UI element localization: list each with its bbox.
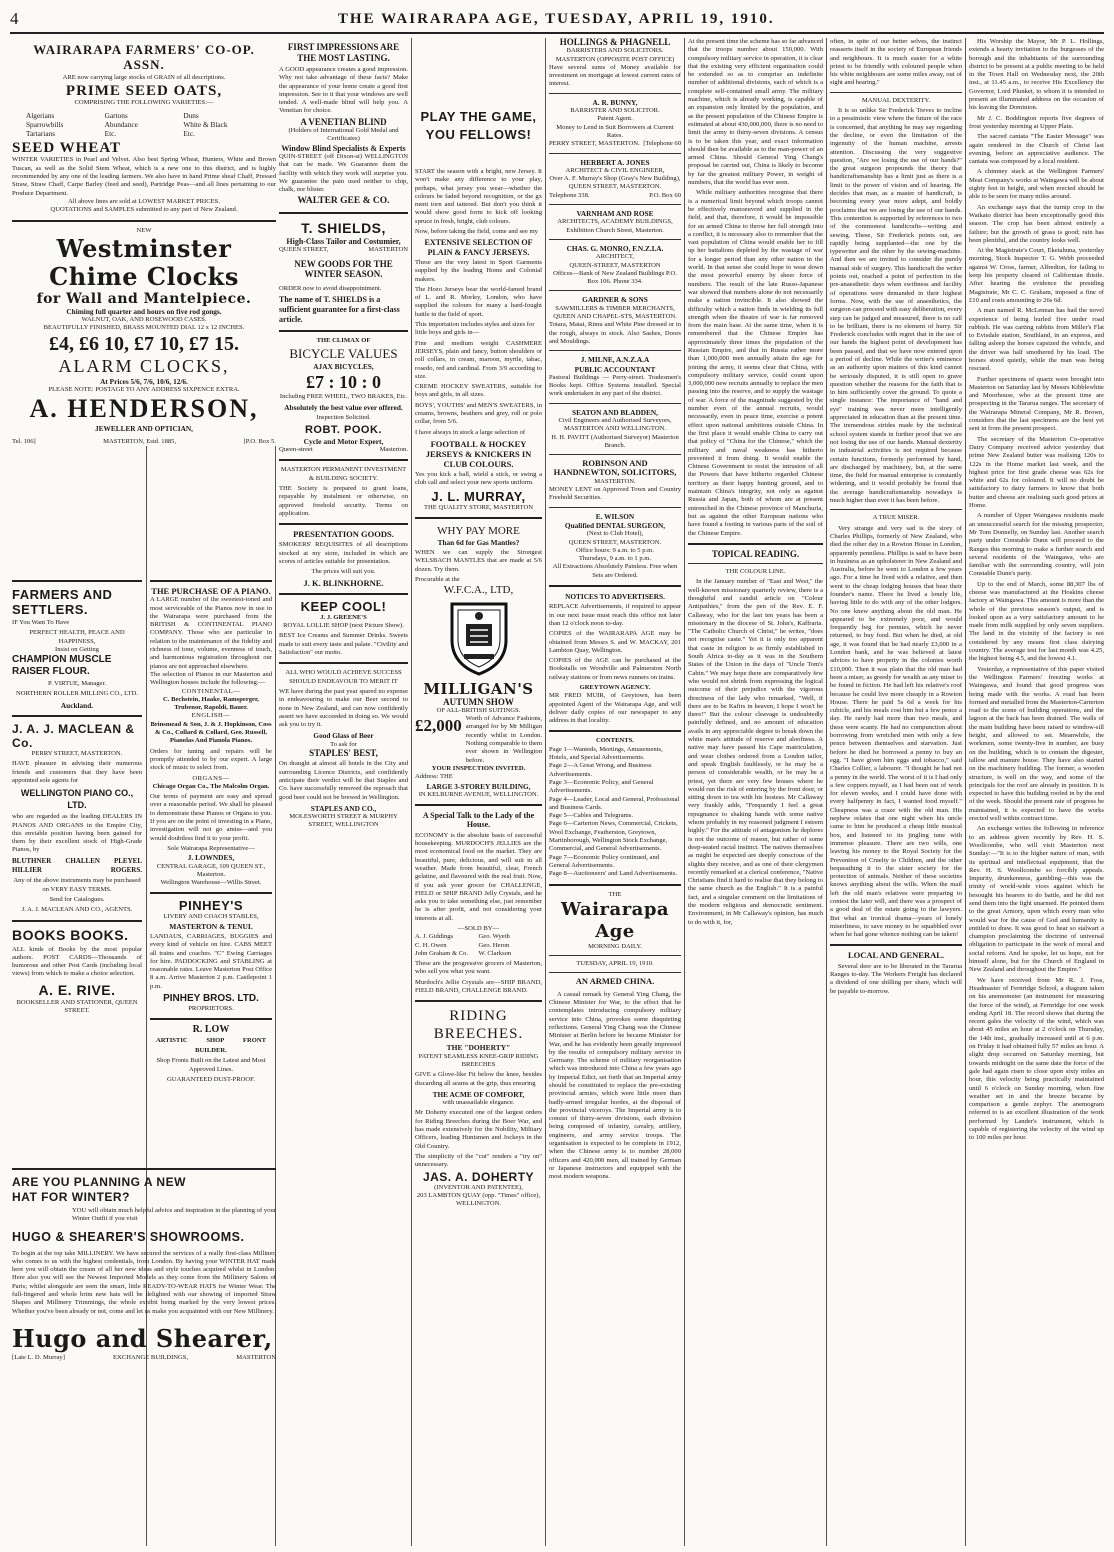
window-specialists: Window Blind Specialists & Experts <box>281 143 406 153</box>
column-7 <box>830 38 962 1546</box>
virtue: P. VIRTUE, Manager. <box>48 680 106 688</box>
variety: Etc. <box>104 129 117 139</box>
shields-addr: QUEEN STREET, <box>279 246 329 254</box>
clocks-title: Westminster Chime Clocks <box>49 233 239 291</box>
contents-item: Page 4—Leader, Local and General, Professional and Business Cards. <box>549 795 680 811</box>
contents-item: Page 8—Auctioneers' and Land Advertisements. <box>549 870 678 878</box>
copies2: COPIES of the AGE can be purchased at the Bookstalls on Woodville and Palmerston North railway stations or from news runners on trains. <box>549 657 681 681</box>
guaranteed: GUARANTEED DUST-PROOF. <box>167 1075 255 1083</box>
manual-text: It is so unlike Sir Frederick Treves to incline to a pessimistic view where the future of the race is concerned, that anything he may say regarding the decline, or even the limitation of the ingenuity of the human machine, arrests attention. Discussing the very suggestive question, "Are we losing the use of our hands?" the great surgeon propounds the theory that handicraftsmanship has a limit just as there is a limit to the power of vision and of hearing. He decides that man, as a master of handicraft, is becoming every year more adept, and boldly proclaims that we are losing the use of our hands. This contention is supported by references to two of the commonest handicrafts—writing and sewing. These, Sir Frederick points out, are rapidly being supplanted—the one by the typewriter and the other by the sewing-machine. And then we are invited to consider the purely manual side of surgery. This handicraft the writer points out, reached a point of perfection in the pre-anaesthetic days when swiftness and facility of operations were demanded in their highest forms. Now, with the use of anaesthetics, the surgeon can proceed with easy deliberation, every step can be judged and measured, there is no call to be brilliant, there is no element of hurry. Sir Frederick concludes with regret that in the use of our hands the highest point of development has been passed, and that we have now entered upon a period of decline. While the writer's eminence as an authority upon matters of this kind cannot be seriously disputed, it is still open to grave question whether the reasons for the faith that is in him sufficiently cover the ground. To quote a single instance: The importance of "hand and eye" training was never more intelligently appreciated in education than at the present time. The tremendous strides made by the technical school system stands in further proof that we are not losing the use of our hands. Manual dexterity in industrial activities is not required because certain functions, formerly performed by hand, are discharged by machinery, but, at the same time, the field for manual enterprise is constantly widening, and it would probably be found that the average handicraftsmanship nowadays is much higher than ever it has been before. <box>830 107 962 505</box>
the-label: THE <box>608 890 622 898</box>
monro-text: Offices—Bank of New Zealand Buildings P.O. Box 106. Phone 334. <box>553 269 677 286</box>
contents-item: Page 7—Economic Policy continued, and General Advertisements. <box>549 853 660 869</box>
jones-sub: ARCHITECT & CIVIL ENGINEER, <box>565 166 665 174</box>
armed-china-text: A casual remark by General Ying Chang, the Chinese Minister for War, to the effect that he contemplates introducing compulsory military service into China, provokes some disquieting reflections. General Ying Chang was the Chinese Minister at Berlin before he became Minister for War, and he has evidently been greatly impressed by the results of compulsory military service in Germany. The scheme of military reorganisation which was introduced into China a few years ago by Imperial Edict, set forth that an Imperial army should be constituted to replace the pre-existing provincial armies, which were little more than badly-armed irregular hordes, at the disposal of the provincial viceroys. The Imperial army is to consist of thirty-seven divisions, each division being composed of infantry, cavalry, artillery, engineers, and army service troops. The organisation is expected to be complete in 1912, when the Chinese army is to number 28,000 officers and 420,000 men, all trained by German or Japanese instructors and equipped with the most modern weapons. <box>549 990 681 1181</box>
settlers-text3: Insist on Getting <box>55 645 99 653</box>
jas-sub: (INVENTOR AND PATENTEE), <box>434 1183 523 1191</box>
robinson-addr: MASTERTON. <box>594 477 636 485</box>
variety: Gartons <box>104 110 128 120</box>
pinhey-text: LANDAUS, CARRIAGES, BUGGIES and every kind of vehicle on hire. CABS MEET all trains and coaches. "C" Ewing Carriages for hire. PADDOCKING and STABLING at reasonable rates. Leave Masterton Post Office 8 a.m. Arrive Masterton 2 p.m. Castlepoint 1 p.m. <box>150 932 272 990</box>
books-title: BOOKS BOOKS. <box>12 926 129 943</box>
copies1: COPIES of the WAIRARAPA AGE may be obtained from Messrs S. and W. MACKAY, 201 Lambton Quay, Wellington. <box>549 630 681 654</box>
clocks-prices: £4, £6 10, £7 10, £7 15. <box>49 332 239 355</box>
hollings-addr: MASTERTON (OPPOSITE POST OFFICE) <box>555 55 675 63</box>
settlers-title: FARMERS AND SETTLERS. <box>12 587 113 617</box>
colour-line-title: THE COLOUR LINE. <box>725 568 786 576</box>
local-item: At the Magistrate's Court, Eketahuna, yesterday morning, Stock Inspector T. G. Webb proceeded against W. Cross, farmer, Alfredton, for failing to keep his property cleared of Californian thistle. After hearing the evidence the presiding Magistrate, Mr C. C. Graham, imposed a fine of £10 and costs amounting to 26s 6d. <box>969 247 1104 304</box>
low-text: Shop Fronts Built on the Latest and Most Approved Lines. <box>156 1057 266 1073</box>
alarm-title: ALARM CLOCKS, <box>58 355 230 376</box>
jones-tel: Telephone 338. <box>549 191 590 199</box>
seaton: SEATON AND BLADDEN, <box>572 407 658 417</box>
organs: ORGANS— <box>192 774 230 782</box>
venetian: A VENETIAN BLIND <box>300 116 387 127</box>
murray-sub: THE QUALITY STORE, MASTERTON <box>423 503 533 511</box>
dental: Qualified DENTAL SURGEON, <box>564 520 666 530</box>
hours2: Thursdays, 9 a.m. to 1 p.m. <box>578 555 652 563</box>
topical-title: TOPICAL READING. <box>711 548 800 559</box>
contents-item: Page 6—Carterton News, Commercial, Crickets, Wool Exchange, Featherston, Greytown, Martinborough, Wellington Stock Exchange, Commercial, and General Advertisements. <box>549 820 678 853</box>
bunny: A. R. BUNNY, <box>592 97 638 107</box>
low-word: BUILDER. <box>195 1046 227 1054</box>
champion-flour: CHAMPION MUSCLE RAISER FLOUR. <box>12 654 112 678</box>
large-addr: IN KELBURNE AVENUE, WELLINGTON. <box>418 790 539 798</box>
column-rule <box>684 38 685 1546</box>
wairarapa-age-masthead: Wairarapa Age <box>560 898 670 942</box>
hugo-sign: Hugo and Shearer, <box>12 1323 273 1353</box>
wellington-piano: WELLINGTON PIANO CO., LTD. <box>20 788 134 811</box>
play-text2: Now, before taking the field, come and see my <box>415 228 538 236</box>
variety: Abundance <box>104 119 138 129</box>
column-6 <box>688 38 823 1546</box>
gas-text: WHEN we can supply the Strongest WELSBACH MANTLES that are made at 5/6 dozen. Try them. <box>415 549 542 573</box>
piano-maker: PLEYEL <box>113 856 142 865</box>
presentation-title: PRESENTATION GOODS. <box>293 529 394 540</box>
china-text2: While military authorities recognise that there is a numerical limit beyond which troops cannot be effectively manoeuvred and supplied in the field, and that, therefore, it would be impossible for an armed China to throw her full strength into a conflict, it is necessary also to remember that the vast population of China would enable her to fill up her battalions depleted by the wastage of war for a longer period than any other nation in the world. In that sense she could hope to wear down the most powerful enemy by sheer force of numbers. The result of the late Russo-Japanese war showed that numbers alone do not necessarily make a nation invincible. It also showed the difficulty which a nation finds in wielding its full strength when the theatre of war is far removed from the main base. At the same time, when it is remembered that the Chinese Empire has approximately three times the population of the Russian Empire, and that in Russia rather more than 1,000,000 men annually attain the age for joining the army, it seems clear that China, with compulsory military service, could count upon 3,000,000 new recruits annually to replace the men passing into the reserve, and to supply the wastage of war. A force of the magnitude suggested by the number even of the annual recruits, would necessarily, even in peace time, exercise a potent effect upon national ambitions outside China. In the first place it would enable China to carry out that policy of "China for the Chinese," which the military and naval weakness has hitherto prevented it from doing. It would enable the Chinese Government to resist the intrusion of all the Powers that have hitherto regarded Chinese territory as their happy hunting ground, and to maintain China's integrity, not only as against Russia and Japan, both of whom are at present entrenched in the Chinese province of Manchuria, but as against the other European nations who have found a footing in various parts of the soil of the Chinese Empire. <box>688 189 823 537</box>
milligan-price: £2,000 <box>415 716 462 736</box>
achieve: ALL WHO WOULD ACHIEVE SUCCESS SHOULD ENDEAVOUR TO MERIT IT <box>285 669 402 685</box>
piano-title: THE PURCHASE OF A PIANO. <box>151 586 271 596</box>
continental: CONTINENTAL— <box>181 687 241 695</box>
seller: John Graham & Co. <box>415 949 469 957</box>
doherty: THE "DOHERTY" <box>446 1043 511 1053</box>
shields-sub: High-Class Tailor and Costumier, <box>286 236 401 246</box>
column-rule <box>411 38 412 1546</box>
henderson-name: A. HENDERSON, <box>29 394 259 424</box>
hat-title: ARE YOU PLANNING A NEW HAT FOR WINTER? <box>12 1175 186 1204</box>
contents-item: Page 3—Economic Policy, and General Advertisements. <box>549 778 654 795</box>
henderson-box: [P.O. Box 5. <box>243 437 276 445</box>
fred-muir: MR FRED MUIR, of Greytown, has been appointed Agent of the Wairarapa Age, and will deliver daily copies of our newspaper to any address in that locality. <box>549 692 681 725</box>
this-incl: This importation includes styles and sizes for little boys and girls in— <box>415 321 535 337</box>
variety: Sparrowbills <box>26 119 64 129</box>
piano-maker: ROGERS. <box>110 866 142 875</box>
page-number: 4 <box>10 9 19 28</box>
pook-addr: Queen-street <box>279 446 313 454</box>
wheat-text: WINTER VARIETIES in Pearl and Velvet. Also best Spring Wheat, Hunters, White and Brown Tuscan, as well as the Solid Stem Wheat, which is a new one to this district, and is highly recommended by any one of the leading farmers. We also have in hand Prime sheaf Chaff, Pressed Straw, Straw Chaff, Carpe Barley (feed and seed), Partridge Peas—and all lines pertaining to our Produce Department. <box>12 156 276 197</box>
economy-text: ECONOMY is the absolute basis of successful housekeeping. MURDOCH'S JELLIES are the most economical food on the market. They are beautiful, pure, delicious, and will suit in all weather. Made from beautiful, clear, French gelatine, and flavoured with the real fruit. Now, if you ask your grocer for CHALLENGE, FIELD or SHIP BRAND Jelly Crystals, and he asks you to take something else, just remember he is after profit, and not considering your interests at all. <box>415 831 542 922</box>
impressions-title: FIRST IMPRESSIONS ARE THE MOST LASTING. <box>287 42 400 63</box>
manual-title: MANUAL DEXTERITY. <box>861 96 931 104</box>
piano-text: A LARGE number of the sweetest-toned and most serviceable of the Pianos now in use in the Wairarapa were purchased from the BRITISH & CONTINENTAL PIANO COMPANY. Those who are particular in relation to the maintenance of the fidelity and richness of tone, volume, evenness of touch, and harmonious registration throughout our pianos are not approached elsewhere. <box>150 596 272 670</box>
autumn: AUTUMN SHOW <box>443 696 514 707</box>
auckland: Auckland. <box>60 700 94 710</box>
seaton-addr: MASTERTON AND WELLINGTON. <box>564 425 666 433</box>
fine-med: Fine and medium weight CASHMERE JERSEYS, plain and fancy, button shoulders or roll collars, in cream, maroon, myrtle, tabac, rosedo, red and cardinal. From 3/9 according to size. <box>415 339 542 380</box>
seller: A. J. Giddings <box>415 933 454 941</box>
extensive-text: These are the very latest in Sport Garments supplied by the leading Home and Colonial makers. <box>415 258 542 283</box>
henderson-sub: JEWELLER AND OPTICIAN, <box>95 424 193 434</box>
proprietors: PROPRIETORS. <box>188 1005 234 1013</box>
extensive: EXTENSIVE SELECTION OF PLAIN & FANCY JERSEYS. <box>424 238 533 257</box>
hollings-text: Have several sums of Money available for investment on mortgage at lowest current rates of interest. <box>549 63 681 88</box>
alarm-prices: At Prices 5/6, 7/6, 10/6, 12/6. <box>100 376 188 386</box>
smokers-text: SMOKERS' REQUISITES of all descriptions stocked at my store, included in which are scores of articles suitable for presentation. <box>279 541 408 565</box>
three-text: These are the progressive grocers of Masterton, who sell you what you want. <box>415 960 542 976</box>
hat-text: YOU will obtain much helpful advice and inspiration in the planning of your Winter Outfit if you visit <box>72 1207 276 1223</box>
low-word: SHOP <box>206 1036 225 1044</box>
local-item: Up to the end of March, some 88,307 lbs of cheese was manufactured at the Hoskins cheese factory at Waingawa. This amount is more than the whole of the previous season's output, and is looked upon as a very satisfactory amount to be made from milk supplied by only seven suppliers. The land in the vicinity of the factory is not considered by any means first class dairying country. The average test for last month was 4.25, the highest being 4.5, and the lowest 4.1. <box>969 580 1104 663</box>
ask-for: To ask for <box>330 740 357 748</box>
hugo-late: [Late L. D. Murray] <box>12 1353 65 1361</box>
walter-gee: WALTER GEE & CO. <box>297 196 390 207</box>
pinhey-sub: LIVERY AND COACH STABLES, <box>163 913 259 921</box>
contents-item: Page 5—Cables and Telegrams. <box>549 812 634 820</box>
permanent-text: THE Society is prepared to grant loans, repayable by instalment or otherwise, on approved freehold security. Terms on application. <box>279 484 408 517</box>
pook-sub: Cycle and Motor Expert, <box>303 436 384 446</box>
local-title: LOCAL AND GENERAL. <box>847 950 945 961</box>
extractions: All Extractions Absolutely Painless. Free when Sets are Ordered. <box>552 563 678 579</box>
inspection: Inspection Solicited. <box>316 414 371 422</box>
seller: Geo. Heron <box>478 941 510 949</box>
local-item: Yesterday, a representative of this paper visited the Wellington Farmers' freezing works at Waingawa, and found that good progress was being made with the works. A road has been formed and metalled from the Masterton-Carterton road to the scene of building operations, and the lagoon at the back has been drained. The walls of the main building have been raised to window-sill height, and allowed to set. Meanwhile, the workmen, some twenty-five in number, are busy on the building, which is to contain the digester, tallow and manure house. They have also started on the machinery building. The former, a wooden structure, is well on the way, and some of the principals for the roof are already in position. It is expected to have this building roofed in by the end of the week. Should the present rate of progress be maintained, it is expected to have the works erected well within contract time. <box>969 665 1104 823</box>
local-item: A chimney stack at the Wellington Farmers' Meat Company's works at Waingawa will be about eighty feet in height, and when erected should be able to be seen for many miles around. <box>969 168 1104 201</box>
contents-item: Page 2—A Great Wrong, and Business Advertisements. <box>549 762 652 778</box>
good-glass: Good Glass of Beer <box>313 731 374 741</box>
farmers-coop-ad <box>12 38 276 608</box>
maclean-text2: who are regarded as the leading DEALERS IN PIANOS AND ORGANS in the Empire City, this enviable position having been gained for them by their excellent stock of High-Grade Pianos, by <box>12 813 142 854</box>
organ-makers: Chicago Organ Co., The Malcolm Organ. <box>152 782 270 790</box>
china-text1: At the present time the scheme has so far advanced that the troops number about 150,000. With compulsory military service in operation, it is clear that the existing very efficient organisation could be extended so as to comprise an indefinite number of additional divisions, each of which is a complete self-contained small army. The military machine, which is already working, is capable of an expansion only limited by the population, and as the present population of the Chinese Empire is estimated at about 430,000,000, there is no need to limit the army to thirty-seven divisions. A census is to be taken this year, and exact information should then be available as to the man-power of an armed China. Should General Ying Chang's proposal be carried out, China is likely to become by far the greatest military Power, in weight of numbers, that the world has ever seen. <box>688 38 823 187</box>
farmers-quotes: QUOTATIONS and SAMPLES submitted to any part of New Zealand. <box>50 206 238 214</box>
clocks-cases: WALNUT, OAK, AND ROSEWOOD CASES. <box>81 316 207 324</box>
local-item: We have received from Mr R. J. Foss, Headmaster of Fernridge School, a diagram taken on his anemometer (an instrument for measuring the force of the wind), at Fernridge for one week ending April 18. The record shows that during the recent gales the velocity of the wind, which was about 45 miles an hour at 2 o'clock on Thursday, the 14th inst., gradually increased until at 6 p.m. on Friday it had obtained fully 57 miles an hour. A slight drop occurred on Saturday morning, but towards midnight on the same date the force of the gale had again risen to close upon sixty miles an hour, this velocity being practically maintained until 6 o'clock on Sunday morning, when fine weather set in and the breeze became by comparison a gentle zephyr. The anemogram referred to is an excellent illustration of the work performed by Lander's instrument, which is capable of registering the velocity of the wind up to 100 miles per hour. <box>969 976 1104 1142</box>
monro-addr: QUEEN-STREET, MASTERTON <box>569 261 661 269</box>
window-text: QUIN-STREET (off Dixon-st) WELLINGTON that can be made. We Guarantee them the facility with which they work will surprise you. We guarantee the pain used neither to chip, chalk, nor blister. <box>279 152 408 194</box>
perry: PERRY STREET, MASTERTON. <box>549 140 640 148</box>
local-item: The sacred cantata "The Easter Message" was again rendered in the Church of Christ last evening, before an appreciative audience. The cantata was composed by a local resident. <box>969 133 1104 166</box>
column-rule <box>826 38 827 1546</box>
comprising-line: COMPRISING THE FOLLOWING VARIETIES:— <box>74 99 214 107</box>
best-value: Absolutely the best value ever offered. <box>284 403 403 413</box>
clocks-sub: for Wall and Mantelpiece. <box>36 290 252 307</box>
variety: Duns <box>183 110 199 120</box>
patent: PATENT SEAMLESS KNEE-GRIP RIDING BREECHES <box>418 1052 539 1068</box>
gardner-sub: SAWMILLERS & TIMBER MERCHANTS, <box>555 304 675 312</box>
hugo-shearer-ad <box>12 1168 276 1546</box>
greene: J. J. GREENE'S <box>320 613 367 621</box>
milligan: MILLIGAN'S <box>423 679 534 698</box>
murray: J. L. MURRAY, <box>431 488 526 504</box>
shields-town: MASTERTON <box>368 246 408 254</box>
jas-addr: 203 LAMBTON QUAY (opp. "Times" office), WELLINGTON. <box>416 1191 541 1208</box>
acme: THE ACME OF COMFORT, <box>432 1089 525 1099</box>
column-8 <box>969 38 1104 1546</box>
murdoch-text: Murdoch's Jellie Crystals are—SHIP BRAND, FIELD BRAND, CHALLENGE BRAND. <box>415 978 542 995</box>
staples-addr: MOLESWORTH STREET & MURPHY STREET, WELLINGTON <box>289 813 398 829</box>
jones-addr: Over A. F. Murray's Shop (Gray's New Building), QUEEN STREET, MASTERTON. <box>549 175 681 191</box>
settlers-text2: PERFECT HEALTH, PEACE AND HAPPINESS, <box>29 629 125 645</box>
column-5 <box>549 38 681 1546</box>
northern-mill: NORTHERN ROLLER MILLING CO., LTD. <box>16 690 138 698</box>
books-text: ALL kinds of Books by the most popular authors. POST CARDS—Thousands of humorous and other Post Cards (including local views) from which to make a choice selection. <box>12 945 142 978</box>
piano-orders: Orders for tuning and repairs will be promptly attended to by our expert. A large stock of music to select from. <box>150 747 272 772</box>
milligan-text: Worth of Advance Fashions, arranged for by Mr Milligan recently whilst in London. Nothing comparable to them ever shown in Wellington before. <box>465 715 542 764</box>
gardner-text: Totara, Matai, Rimu and White Pine dressed or in the rough, always in stock. Also Sashes, Doors and Mouldings. <box>549 321 681 345</box>
low-name: R. LOW <box>192 1024 230 1036</box>
maclean-text3: Any of the above instruments may be purchased on VERY EASY TERMS. <box>13 877 141 893</box>
ajax-price: £7 : 10 : 0 <box>306 371 381 392</box>
ajax-incl: Including FREE WHEEL, TWO BRAKES, Etc. <box>279 392 408 400</box>
clocks-finish: BEAUTIFULLY FINISHED, BRASS MOUNTED DIAL 12 x 12 INCHES. <box>43 324 245 332</box>
contents: CONTENTS. <box>596 737 634 745</box>
permanent-title: MASTERTON PERMANENT INVESTMENT & BUILDING SOCIETY. <box>280 466 407 482</box>
pinhey-title: PINHEY'S <box>178 898 244 914</box>
dental-sub: (Next to Club Hotel), <box>586 530 644 538</box>
maclean-text: HAVE pleasure in advising their numerous friends and customers that they have been appointed sole agents for <box>12 760 142 784</box>
new-label: NEW <box>136 226 152 234</box>
staples-co: STAPLES AND CO., <box>310 803 377 813</box>
rive-name: A. E. RIVE. <box>38 981 116 998</box>
settlers-text1: IF You Want To Have <box>12 619 70 626</box>
notices: NOTICES TO ADVERTISERS. <box>565 592 665 602</box>
column-rule <box>965 38 966 1546</box>
seller: W. Clarkson <box>478 949 512 957</box>
play-text: START the season with a bright, new Jersey. It won't make any difference to your play, perhaps, what jersey you wear—whether the colours be faded beyond recognition, or the gx ment torn and tattered. But don't you think it would show good form to kick off looking spruce in fresh, bright, club colours. <box>415 168 542 225</box>
piano-maker: CHALLEN <box>65 856 100 865</box>
variety: Tartarians <box>26 129 56 139</box>
address-label: Address: THE <box>415 773 453 781</box>
variety: Etc. <box>183 129 195 139</box>
morning-daily: MORNING DAILY. <box>588 942 642 950</box>
henderson-tel: Tel. 106] <box>12 437 36 445</box>
english-makers: Brinsmead & Son, J. & J. Hopkinson, Coss & Co., Collard & Collard, Geo. Russell, Pianolas And Pianola Pianos. <box>150 720 272 745</box>
hozo-text: The Hozo Jerseys bear the world-famed brand of L. and R. Morley, London, who have supplied the colours for many a hard-fought battle in the field of sport. <box>415 285 542 318</box>
inspection-invited: YOUR INSPECTION INVITED. <box>431 764 526 772</box>
replace-notice: REPLACE Advertisements, if required to appear in our next issue must reach this office not later than 12 o'clock noon to-day. <box>549 603 681 627</box>
piano-text2: The selection of Pianos in our Masterton and Wellington houses include the following:— <box>150 670 272 687</box>
local-item: His Worship the Mayor, Mr P. L. Hollings, extends a hearty invitation to the burgesses of the borough and the inhabitants of the surrounding district to be present at a public meeting to be held in the Town Hall on Wednesday next, the 20th inst., at 11.45 a.m., to receive His Excellency the Governor, Lord Plunket, to whom it is intended to present an illuminated address on the occasion of his leaving the Dominion. <box>969 38 1104 112</box>
hugo-addr: EXCHANGE BUILDINGS, <box>113 1353 189 1361</box>
column-3 <box>279 38 408 1546</box>
oat-varieties <box>26 111 262 139</box>
low-word: ARTISTIC <box>156 1036 188 1044</box>
hugo-title: HUGO & SHEARER'S SHOWROOMS. <box>12 1229 245 1244</box>
clocks-chime: Chiming full quarter and hours on five rod gongs. <box>66 306 222 316</box>
prices-suit: The prices will suit you. <box>311 568 376 576</box>
staples-best: STAPLES' BEST, <box>309 748 378 759</box>
piano-maker: BLUTHNER <box>12 856 52 865</box>
shields-name: T. SHIELDS, <box>301 219 386 236</box>
local-item: Further specimens of quartz were brought into Masterton on Saturday last by Messrs Kibblewhite and Moorhouse, who at the present time are prospecting in the Tararua ranges. The secretary of the Wairarapa Mineral Company, Mr R. Brown, considers that the last specimens are the best yet sent in from the present prospect. <box>969 375 1104 433</box>
piano-maker: HILLIER <box>12 866 42 875</box>
milne-text: Pastoral Buildings — Perry-street. Tradesmen's Books kept. Office Systems installed. Special work undertaken in any part of the district. <box>549 373 681 398</box>
miser-title: A TRUE MISER. <box>872 514 920 522</box>
why-pay: WHY PAY MORE <box>437 524 520 537</box>
pavitt: H. H. PAVITT (Authorised Surveyor) Masterton Branch. <box>551 433 679 449</box>
pinhey-bros: PINHEY BROS. LTD. <box>163 993 259 1005</box>
hours1: Office hours: 9 a.m. to 5 p.m. <box>576 546 654 554</box>
milne: J. MILNE, A.N.Z.A.A <box>580 355 650 365</box>
english: ENGLISH— <box>191 712 231 720</box>
hollings-sub: BARRISTERS AND SOLICITORS. <box>566 47 664 55</box>
local-text: Several deer are to be liberated in the Tararua Ranges to-day. The Workers Freight has declared a dividend of one shilling per share, which will be payable to-morrow. <box>830 962 962 995</box>
prime-seed-heading: PRIME SEED OATS, <box>65 83 223 100</box>
seaton-sub: Civil Engineers and Authorised Surveyors, <box>558 416 672 424</box>
monro-sub: ARCHITECT, <box>595 253 635 261</box>
ball-text: Yes you kick a ball, wield a stick, or swing a club call and select your new sports uniform. <box>415 470 542 487</box>
riding: RIDING BREECHES. <box>433 1008 524 1043</box>
maclean-addr: PERRY STREET, MASTERTON. <box>31 750 123 758</box>
money-lent: MONEY LENT on Approved Town and Country Freehold Securities. <box>549 486 681 502</box>
robinson: ROBINSON AND HANDNEWTON, SOLICITORS, <box>553 458 677 478</box>
climax: THE CLIMAX OF <box>316 337 371 345</box>
greene-sub: ROYAL LOLLIE SHOP (next Picture Show). <box>283 622 404 630</box>
special-talk: A Special Talk to the Lady of the House. <box>422 811 535 830</box>
sold-by: —SOLD BY— <box>457 925 500 932</box>
hollings: HOLLINGS & PHAGNELL <box>559 38 671 47</box>
seed-wheat-heading: SEED WHEAT <box>12 140 122 157</box>
procurable: Procurable at the <box>415 575 460 583</box>
maclean-title: J. A. J. MACLEAN & Co. <box>12 722 135 751</box>
column-4 <box>415 38 542 1546</box>
catalogues: Send for Catalogues. <box>49 895 105 903</box>
seller: C. H. Owen <box>415 941 447 949</box>
jones-box: P.O. Box 60 <box>649 191 681 199</box>
contents-item: Page 1—Wanteds, Meetings, Amusements, Hotels, and Special Advertisements. <box>549 745 663 762</box>
lowndes-addr: CENTRAL GARAGE, 109 QUEEN ST., Masterton. <box>156 862 266 878</box>
money-lend: Money to Lend in Suit Borrowers at Current Rates. <box>556 123 674 139</box>
date-line: TUESDAY, APRIL 19, 1910. <box>576 960 654 968</box>
gardner: GARDNER & SONS <box>582 295 648 305</box>
bunny-sub: BARRISTER AND SOLICITOR. <box>570 107 660 115</box>
colour-text: In the January number of "East and West," the well-known missionary quarterly review, there is a thoughtful and candid article on "Colour Antipathies," from the pen of the Rev. E. F. Callaway, who for the last ten years has been a missionary in the diocese of St. John's, Kaffraria. "The Catholic Church of Christ," he writes, "does not recognise caste." Yet it is only too apparent that caste in religion is as firmly established in South Africa to-day as it was in the Southern States of the Union in the days of "Uncle Tom's Cabin." We may hope there are comparatively few who would not shrink from expressing the logical outcome of their prejudice with the vigorous directness of the lady who remarked, "Well, if there are to be Kafirs in heaven, I hope I won't be there!" But the colour cleavage is undoubtedly painfully defined, and no amount of education avails in any appreciable degree to break down the white man's attitude of reserve and aloofness. A native may have passed his Cape matriculation, and wear clothes ordered from a London tailor, and speak English faultlessly, or he may be a person of considerable wealth, or he may be a priest, yet there are very few houses where he would run the risk of entering by the front door, or sitting down to tea with his hostess. Mr Callaway very frankly adds, "Frequently I feel a great repugnance to shaking hands with some native whom probably in my reasoned judgment I esteem highly." For the attitude of antagonism he deplores is not the outcome of reason, but rather of some deep-seated racial instinct. The natives themselves as might be expected are deeply conscious of the slights they receive, and as one of their clergymen recently remarked at a clerical conference, "Native Christians find it hard to realise that they belong to the same church as the English." It is a painful fact, and a singular comment on the limitations of the modern religious and democratic sentiment. Environment, in Mr Callaway's opinion, has much to do with it, for, <box>688 578 823 926</box>
varnham-sub: ARCHITECTS, ACADEMY BUILDINGS, Exhibition Church Street, Masterton. <box>557 218 673 234</box>
wilson: E. WILSON <box>595 511 635 521</box>
venetian-sub: (Holders of International Gold Medal and Certificates) <box>288 127 399 143</box>
dental-addr: QUEEN STREET, MASTERTON. <box>568 538 662 546</box>
local-item: A number of Upper Waingawa residents made an unsuccessful search for the missing prospector, Mr Tom Donnelly, on Sunday last. Another search party under Constable Dunn will proceed to the Ranges this morning to make a further search and several residents of the Waingawa, who are familiar with the surrounding country, will join Constable Dunn's party. <box>969 512 1104 578</box>
large-bldg: LARGE 3-STOREY BUILDING, <box>426 781 531 791</box>
milne-sub: PUBLIC ACCOUNTANT <box>574 364 656 374</box>
wfca: W.F.C.A., LTD, <box>443 584 514 597</box>
farmers-intro: ARE now carrying large stocks of GRAIN of all descriptions. <box>62 74 226 81</box>
low-word: FRONT <box>242 1036 266 1044</box>
local-item: An exchange writes the following in reference to an address given recently by Rev. H. S. Woollcombe, who will visit Masterton next Sunday:—"It is to the higher nature of man, with its spiritual and intellectual equipment, that the Rev. H. S. Woollcombe so forcibly appeals. Impurity, drunkenness, gambling—this was the trinity of world-wide vices against which he besought his hearers to do battle, and he did not send them into the fight unarmed. He pointed them to the great Armory, upon which every man who would war for the cause of God and humanity is entitled to draw. It was good to hear so stalwart a champion proclaiming the doctrine of universal obligation to participate in the work of moral and social reform. And he spoke, let us hope, not for himself alone, but for the Church of England in New Zealand and throughout the Empire." <box>969 825 1104 974</box>
masthead <box>10 6 1104 34</box>
varnham: VARNHAM AND ROSE <box>576 209 654 219</box>
creme: CREME HOCKEY SWEATERS, suitable for boys and girls, in all sizes. <box>415 383 542 399</box>
hugo-town: MASTERTON <box>236 1353 276 1361</box>
henderson-addr: MASTERTON, Estd. 1885, <box>103 437 177 445</box>
doherty-text: Mr Doherty executed one of the largest orders for Riding Breeches during the Boer War, and has made extensively for the Nobility, Military Officers, leading Huntsmen and Jockeys in the Old Country. <box>415 1109 542 1150</box>
crest-icon <box>446 600 512 676</box>
football: FOOTBALL & HOCKEY JERSEYS & KNICKERS IN CLUB COLOURS. <box>425 438 532 469</box>
bicycle-values: BICYCLE VALUES <box>289 345 398 361</box>
telephone: [Telephone 60 <box>643 140 681 148</box>
newspaper-title: THE WAIRARAPA AGE, TUESDAY, APRIL 19, 1910. <box>337 10 775 27</box>
maclean-sign: J. A. J. MACLEAN AND CO., AGENTS. <box>21 906 133 914</box>
simplicity: The simplicity of the "cut" renders a "try on" unnecessary. <box>415 1152 542 1169</box>
unrivalled: with unassailable elegance. <box>442 1099 515 1107</box>
stock: I have always in stock a large selection of <box>415 428 526 436</box>
patent-agent: Patent Agent. <box>597 115 633 123</box>
colour-text-cont: often, in spite of our better selves, the instinct reasserts itself in the society of European friends and neighbours. It is much easier for a white priest to be friendly with coloured people when his white neighbours are some miles away, out of sight and hearing." <box>830 38 962 87</box>
jones: HERBERT A. JONES <box>580 157 650 167</box>
farmers-sold: All above lines are sold at LOWEST MARKET PRICES. <box>68 197 220 205</box>
rive-sub: BOOKSELLER AND STATIONER, QUEEN STREET. <box>16 998 138 1015</box>
pook-town: Masterton. <box>379 446 408 454</box>
gas-q: Than 6d for Gas Mantles? <box>437 537 520 547</box>
blinkhorne: J. K. BLINKHORNE. <box>303 577 384 588</box>
continental-makers: C. Bechstein, Haake, Ramsperger, Trubenor, Rapoldi, Bauer. <box>163 695 259 712</box>
glove: GIVE a Glove-like Fit below the knee, besides discarding all seams at the grip, thus ensuring <box>415 1071 542 1087</box>
gardner-addr: QUEEN AND CHAPEL-STS, MASTERTON. <box>553 313 677 321</box>
order-text: ORDER now to avoid disappointment. <box>279 284 382 292</box>
play-game: PLAY THE GAME, YOU FELLOWS! <box>420 109 537 142</box>
impressions-text: A GOOD appearance creates a good impression. Why not take advantage of these facts? Make the appearance of your home create a good first impression. See to it that your windows are well tended. A well-made blind will help you. A Venetian for choice. <box>279 66 408 115</box>
local-item: The secretary of the Masterton Co-operative Dairy Company received advice yesterday that prime New Zealand butter was realising 120s to 122s in the Home market last week, and the highest price for first grade cheese was 62s for white and 62s for coloured. It will no doubt be satisfactory to dairy farmers to know that both butter and cheese are realising such good prices at Home. <box>969 435 1104 510</box>
ajax: AJAX BICYCLES, <box>313 361 374 371</box>
local-item: Mr J. C. Boddington reports five degrees of frost yesterday morning at Upper Plain. <box>969 114 1104 130</box>
column-rule <box>545 38 546 1546</box>
armed-china-title: AN ARMED CHINA. <box>575 976 655 987</box>
achieve-text: WE have during the past year spared no expense in endeavouring to make our Beer second to none in New Zealand, and can now confidently assert we have succeeded in doing so. We would ask you to try it. <box>279 687 408 729</box>
monro: CHAS. G. MONRO, F.N.Z.I.A. <box>566 243 664 253</box>
piano-terms: Our terms of payment are easy and spread over a reasonable period. We shall be pleased to demonstrate these Pianos or Organs to you. If you are on the point of investing in a Piano, investigation will not go amiss—and you would doubtless find it to your profit. <box>150 793 272 842</box>
keep-cool: KEEP COOL! <box>300 598 387 614</box>
local-item: A man named R. McLennan has had the novel experience of being hurled five under road rubbish. He was carting rabbits from Miller's Flat to Evisdale station, Southland, in an express, and falling asleep the horses capsized the vehicle, and the driver was half smothered by his load. The horses stood quietly, while the man was being rescued. <box>969 307 1104 373</box>
pook-name: ROBT. POOK. <box>304 423 382 436</box>
pinhey-addr: MASTERTON & TENUI. <box>169 921 253 931</box>
boys: BOYS', YOUTHS' and MEN'S SWEATERS, in creams, browns, heathers and grey, roll or polo collar, from 5/6. <box>415 401 542 426</box>
sole-rep: Sole Wairarapa Representative— <box>167 844 255 852</box>
local-item: An exchange says that the turnip crop in the Waikato district has been exceptionally good this season. The crop has been almost entirely a failure; but the growth of grass is good; rain has been plentiful, and the country looks well. <box>969 203 1104 244</box>
draught: On draught at almost all hotels in the City and surrounding Licence Districts, and confidently anticipate their verdict will be that Staples and Co. have successfully removed the reproach that good beer could not be brewed in Wellington. <box>279 760 408 801</box>
jas-doherty: JAS. A. DOHERTY <box>422 1169 535 1184</box>
variety: Algerians <box>26 110 55 120</box>
shields-guarantee: The name of T. SHIELDS is a sufficient guarantee for a first-class article. <box>279 295 400 325</box>
variety: White & Black <box>183 119 228 129</box>
seller: Geo. Wyeth <box>478 933 510 941</box>
lowndes-well: Wellington Warehouse—Willis Street. <box>160 879 262 887</box>
lowndes: J. LOWNDES, <box>187 853 235 863</box>
alarm-note: PLEASE NOTE: POSTAGE TO ANY ADDRESS SIXPENCE EXTRA. <box>48 386 240 394</box>
hugo-text: To begin at the top take MILLINERY. We have secured the services of a really first-class Milliner, who comes to us with the highest credentials, from London. By having your WINTER HAT made here you will obtain the cream of all her new ideas and style touches acquired whilst in London. Here also you will see the Newest Imported Models as they come from the Millinery Salons of Paris; whilst alongside are seen the smart, little READY-TO-WEAR HATS for Winter Wear. The full-fingered and whole brim new hats will be delighted with our showing of imported Straw Shapes and Millinery Trimmings, the whole exhibit being marked by the very lowest prices. Whether you've been already or not, come and let us make you acquainted with our New Millinery. <box>12 1249 276 1315</box>
greytown: GREYTOWN AGENCY. <box>579 684 651 691</box>
new-goods: NEW GOODS FOR THE WINTER SEASON. <box>294 259 393 279</box>
autumn-sub: OF ALL-BRITISH SUITINGS. <box>436 706 521 714</box>
miser-text: Very strange and very sad is the story of Charles Phillips, formerly of New Zealand, who died the other day in a Rowton House in London, apparently penniless. Phillips is said to have been in business as an upholsterer in New Zealand and Australia, before he went to London a few years ago. For a time he lived with a relative, and then went to the cheap lodging houses that bear their founder's name. There he lived a lonely life, having little to do with any of the other lodgers. No one knew anything about the old man. He appeared to be extremely poor, and would frequently beg for pennies, which he never returned, to buy food. But when he died, at old age, it was found that he had nearly £3,000 in a London bank, and he was believed at latest advices to have property in the colonies worth £10,000. Then it was plain that the old man had been a miser, as greedy for wealth as any miser to be found in fiction. He had left his relative's roof because he could live more cheaply in a Rowton House. There he paid 5s 6d a week for his cubicle, and his meals cost him but a few pence a day. He rarely had more than two meals, and these were scanty. He had no compunction about borrowing from wretched men with only a few pence between themselves and starvation. Just before he died he borrowed a penny to buy an egg. "I have given him eggs and tobacco," said Charles Collier, a labourer. "I thought he had not a penny in the world. The worst of it is I had only a few coppers myself, as I had been out of work for eleven weeks, and I could have done with every halfpenny in fact, I wanted food myself." Cheapness was a craze with the old man. His nephew relates that one night when his uncle came to him he produced a cheap little musical box, and listened to its jingling tune with immense pleasure. There are two wills, one leaving his money to the Royal Society for the Prevention of Cruelty to Children, and the other bequeathing it to the sister society for the protection of animals. Neither of these societies knows anything about the wills. When the mail left the old man's relatives were preparing to contest the later will, and there was a prospect of a good deal of the estate going to the lawyers. But what an ironical drama—years of lonely miserliness, to save money to be squabbled over when he had gone whence nothing can be taken! <box>830 524 962 939</box>
greene-text: BEST Ice Creams and Summer Drinks. Sweets made to suit every taste and palate. "Civility and Satisfaction" our motto. <box>279 632 408 657</box>
farmers-title: WAIRARAPA FARMERS' CO-OP. ASSN. <box>33 42 255 72</box>
